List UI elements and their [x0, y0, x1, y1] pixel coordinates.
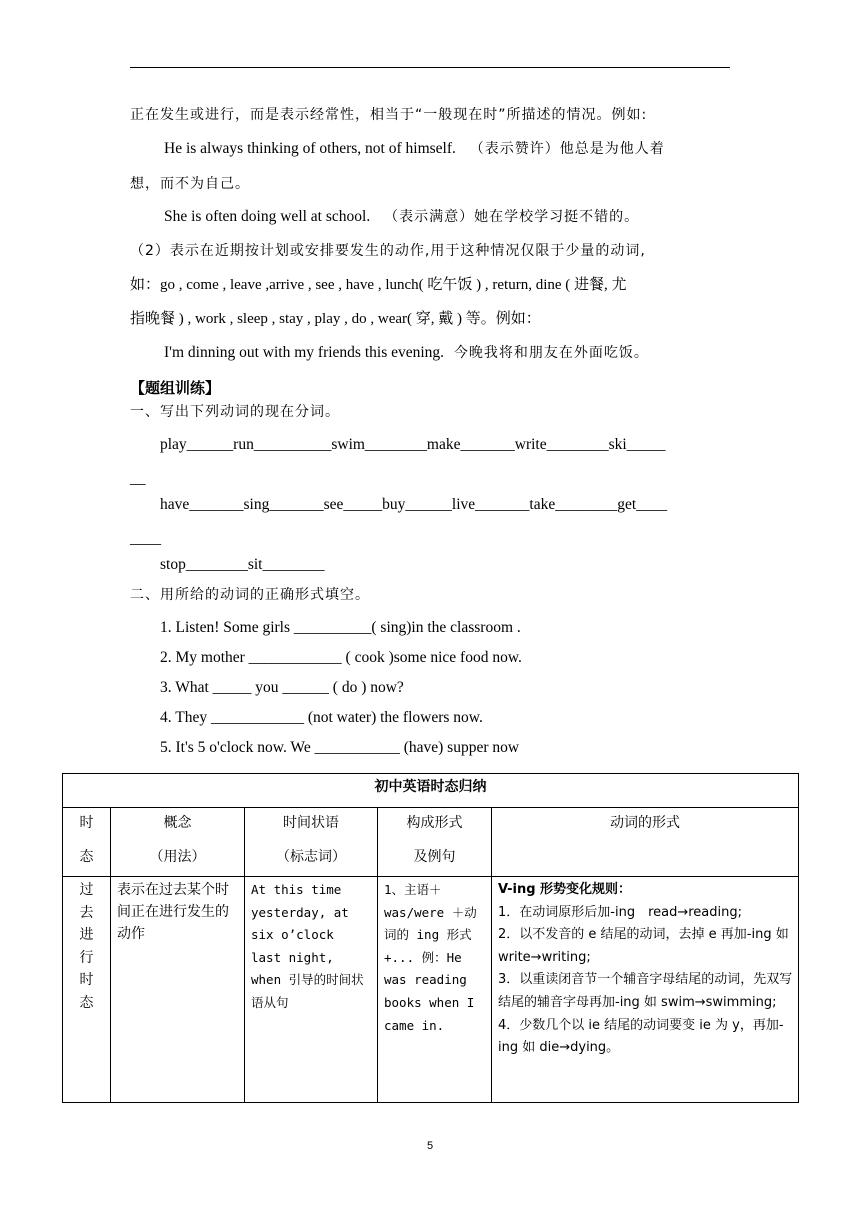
example-3 [164, 343, 649, 363]
example-1-english: He is always thinking of others, not of himself. [164, 140, 456, 157]
question-3: 3. What _____ you ______ ( do ) now? [160, 679, 404, 696]
row-form: 1、主语＋was/were ＋动词的 ing 形式 +... 例：He was reading books when I came in. [378, 877, 492, 1103]
example-2 [164, 207, 639, 227]
row-concept: 表示在过去某个时间正在进行发生的动作 [111, 877, 245, 1103]
example-3-english: I'm dinning out with my friends this evening. [164, 344, 445, 361]
row-time-adverbial: At this time yesterday, at six o’clock last night, when 引导的时间状语从句 [245, 877, 378, 1103]
example-2-chinese: （表示满意）她在学校学习挺不错的。 [384, 209, 640, 225]
verb-rule-3: 3．以重读闭音节一个辅音字母结尾的动词，先双写结尾的辅音字母再加-ing 如 swim→swimming; [498, 972, 793, 1010]
table-caption: 初中英语时态归纳 [63, 774, 799, 808]
header-verb-form: 动词的形式 [492, 808, 799, 877]
question-5: 5. It's 5 o'clock now. We ___________ (have) supper now [160, 739, 520, 756]
row-tense-name: 过 去 进 行 时 态 [63, 877, 111, 1103]
intro-line-1: 正在发生或进行，而是表示经常性，相当于“一般现在时”所描述的情况。例如: [130, 107, 648, 123]
example-2-english: She is often doing well at school. [164, 208, 371, 225]
header-time-adverbial: 时间状语 （标志词） [245, 808, 378, 877]
header-rule [130, 67, 730, 68]
verb-rule-1: 1．在动词原形后加-ing read→reading; [498, 904, 742, 920]
rule-2-line-1: （2）表示在近期按计划或安排要发生的动作,用于这种情况仅限于少量的动词, [130, 243, 646, 259]
tense-summary-table [62, 773, 799, 1103]
question-2: 2. My mother ____________ ( cook )some nice food now. [160, 649, 522, 666]
header-tense: 时 态 [63, 808, 111, 877]
question-4: 4. They ____________ (not water) the flowers now. [160, 709, 483, 726]
rule-2-line-3: 指晚餐 ) , work , sleep , stay , play , do , wear( 穿, 戴 ) 等。例如： [130, 311, 541, 327]
part-2-heading: 二、用所给的动词的正确形式填空。 [130, 587, 370, 603]
rule-2-line-2: 如：go , come , leave ,arrive , see , have , lunch( 吃午饭 ) , return, dine ( 进餐, 尤 [130, 277, 627, 293]
part-1-row-1-cont: __ [130, 470, 146, 487]
practice-title: 【题组训练】 [130, 379, 221, 397]
part-1-row-3: stop________sit________ [160, 556, 325, 573]
row-verb-rules [492, 877, 799, 1103]
example-3-chinese: 今晚我将和朋友在外面吃饭。 [453, 345, 649, 361]
part-1-row-1: play______run__________swim________make_______write________ski_____ [160, 436, 666, 453]
example-1-chinese: （表示赞许）他总是为他人着 [469, 141, 665, 157]
header-form: 构成形式 及例句 [378, 808, 492, 877]
part-1-row-2: have_______sing_______see_____buy______live_______take________get____ [160, 496, 668, 513]
verb-rule-4: 4．少数几个以 ie 结尾的动词要变 ie 为 y，再加-ing 如 die→dying。 [498, 1017, 784, 1056]
header-concept: 概念 （用法） [111, 808, 245, 877]
page-number: 5 [426, 1140, 434, 1152]
part-1-heading: 一、写出下列动词的现在分词。 [130, 404, 340, 420]
part-1-row-2-cont: ____ [130, 530, 161, 547]
example-1 [164, 139, 665, 159]
example-1-chinese-cont: 想，而不为自己。 [130, 176, 250, 192]
verb-rule-2: 2．以不发音的 e 结尾的动词，去掉 e 再加-ing 如 write→writing; [498, 927, 789, 965]
verb-rules-heading: V-ing 形势变化规则： [498, 882, 632, 897]
question-1: 1. Listen! Some girls __________( sing)in the classroom . [160, 619, 521, 636]
